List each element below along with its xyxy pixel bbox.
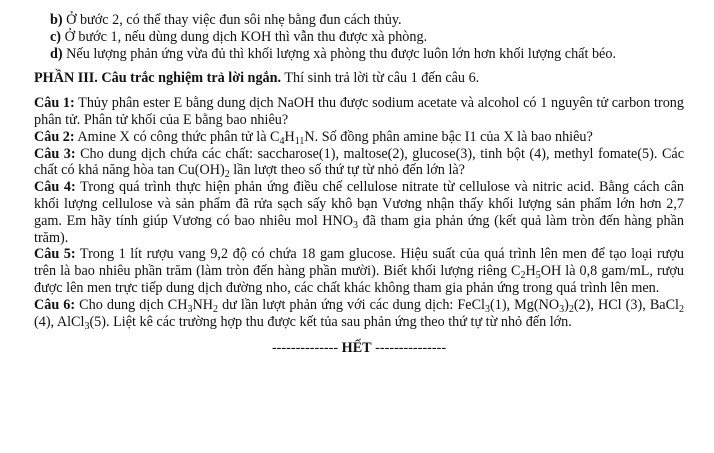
section-instruction: Thí sinh trả lời từ câu 1 đến câu 6.	[281, 70, 480, 87]
subscript: 3	[485, 303, 491, 315]
option-d	[34, 46, 684, 63]
subscript: 2	[679, 303, 684, 315]
question-text: N. Số đồng phân amine bậc I1 của X là bao nhiêu?	[304, 128, 593, 145]
question-4	[34, 179, 684, 246]
option-text: Ở bước 2, có thể thay việc đun sôi nhẹ bằng đun cách thủy.	[62, 12, 402, 28]
section-title: PHẦN III. Câu trắc nghiệm trả lời ngắn.	[34, 70, 282, 87]
option-b	[34, 12, 684, 29]
question-text: Trong quá trình thực hiện phản ứng điều chế cellulose nitrate từ cellulose và nitric acid. Bằng cách cân khối lượng cellulose và sản phẩm đã rửa sạch sấy khô bạn Vương nhận thấy khối lượng sản phẩm lớn hơn 2,7 gam. Em hãy tính giúp Vương có bao nhiêu mol HNO	[34, 179, 684, 229]
subscript: 4	[279, 135, 285, 147]
subscript: 2	[568, 303, 574, 315]
end-marker	[34, 340, 684, 357]
option-c	[34, 29, 684, 46]
question-text: Cho dung dịch CH	[75, 296, 188, 313]
subscript: 3	[559, 303, 565, 315]
subscript: 3	[353, 219, 358, 231]
question-2	[34, 129, 684, 146]
question-text: H	[284, 128, 295, 145]
subscript: 2	[224, 169, 230, 181]
subscript: 5	[535, 270, 541, 282]
question-1	[34, 95, 684, 129]
question-6	[34, 297, 684, 331]
question-text: (2), HCl (3), BaCl	[573, 296, 679, 313]
question-label: Câu 5:	[34, 246, 76, 263]
question-label: Câu 2:	[34, 128, 75, 145]
option-text: Ở bước 1, nếu dùng dung dịch KOH thì vẫn thu được xà phòng.	[61, 28, 428, 45]
question-label: Câu 1:	[34, 95, 75, 112]
option-label: c)	[50, 28, 62, 45]
end-dashes-right: ---------------	[371, 340, 447, 357]
question-text: Thủy phân ester E bằng dung dịch NaOH thu được sodium acetate và alcohol có 1 nguyên tử carbon trong phân tử. Phân tử khối của E bằng bao nhiêu?	[34, 95, 684, 128]
option-text: Nếu lượng phản ứng vừa đủ thì khối lượng xà phòng thu được luôn lớn hơn khối lượng chất béo.	[62, 45, 616, 62]
option-label: b)	[50, 12, 63, 28]
question-label: Câu 3:	[34, 145, 76, 162]
question-text: Amine X có công thức phân tử là C	[74, 128, 280, 145]
question-text: H	[525, 263, 536, 280]
question-text: đã tham gia phản ứng (kết quả làm tròn đến hàng phần trăm).	[34, 212, 685, 246]
question-3	[34, 146, 684, 180]
question-text: Cho dung dịch chứa các chất: saccharose(1), maltose(2), glucose(3), tinh bột (4), methyl fomate(5). Các chất có khả năng hòa tan Cu(OH)	[34, 145, 684, 179]
question-text: NH	[192, 296, 214, 313]
subscript: 2	[213, 303, 219, 315]
section-heading	[34, 70, 684, 87]
subscript: 3	[84, 320, 90, 332]
question-text: OH là 0,8 gam/mL, rượu được lên men trực tiếp dung dịch đường nho, các chất khác không tham gia phản ứng trong quá trình lên men.	[34, 263, 685, 296]
question-text: (4), AlCl	[34, 313, 85, 330]
question-label: Câu 6:	[34, 296, 76, 313]
subscript: 2	[520, 270, 526, 282]
end-dashes-left: --------------	[271, 340, 342, 357]
question-5	[34, 246, 684, 296]
question-text: )	[564, 296, 569, 313]
subscript: 11	[294, 135, 305, 147]
option-label: d)	[50, 45, 63, 62]
question-text: lần lượt theo số thứ tự từ nhỏ đến lớn là?	[229, 162, 465, 179]
question-text: Trong 1 lít rượu vang 9,2 độ có chứa 18 gam glucose. Hiệu suất của quá trình lên men để tạo loại rượu trên là bao nhiêu phần trăm (làm tròn đến hàng phần mười). Biết khối lượng riêng C	[34, 246, 684, 280]
subscript: 3	[187, 303, 193, 315]
question-label: Câu 4:	[34, 179, 76, 196]
question-text: (5). Liệt kê các trường hợp thu được kết tủa sau phản ứng theo thứ tự từ nhỏ đến lớn.	[89, 313, 572, 330]
end-title: HẾT	[341, 340, 372, 357]
question-text: (1), Mg(NO	[490, 296, 560, 313]
question-text: dư lần lượt phản ứng với các dung dịch: FeCl	[218, 296, 486, 313]
